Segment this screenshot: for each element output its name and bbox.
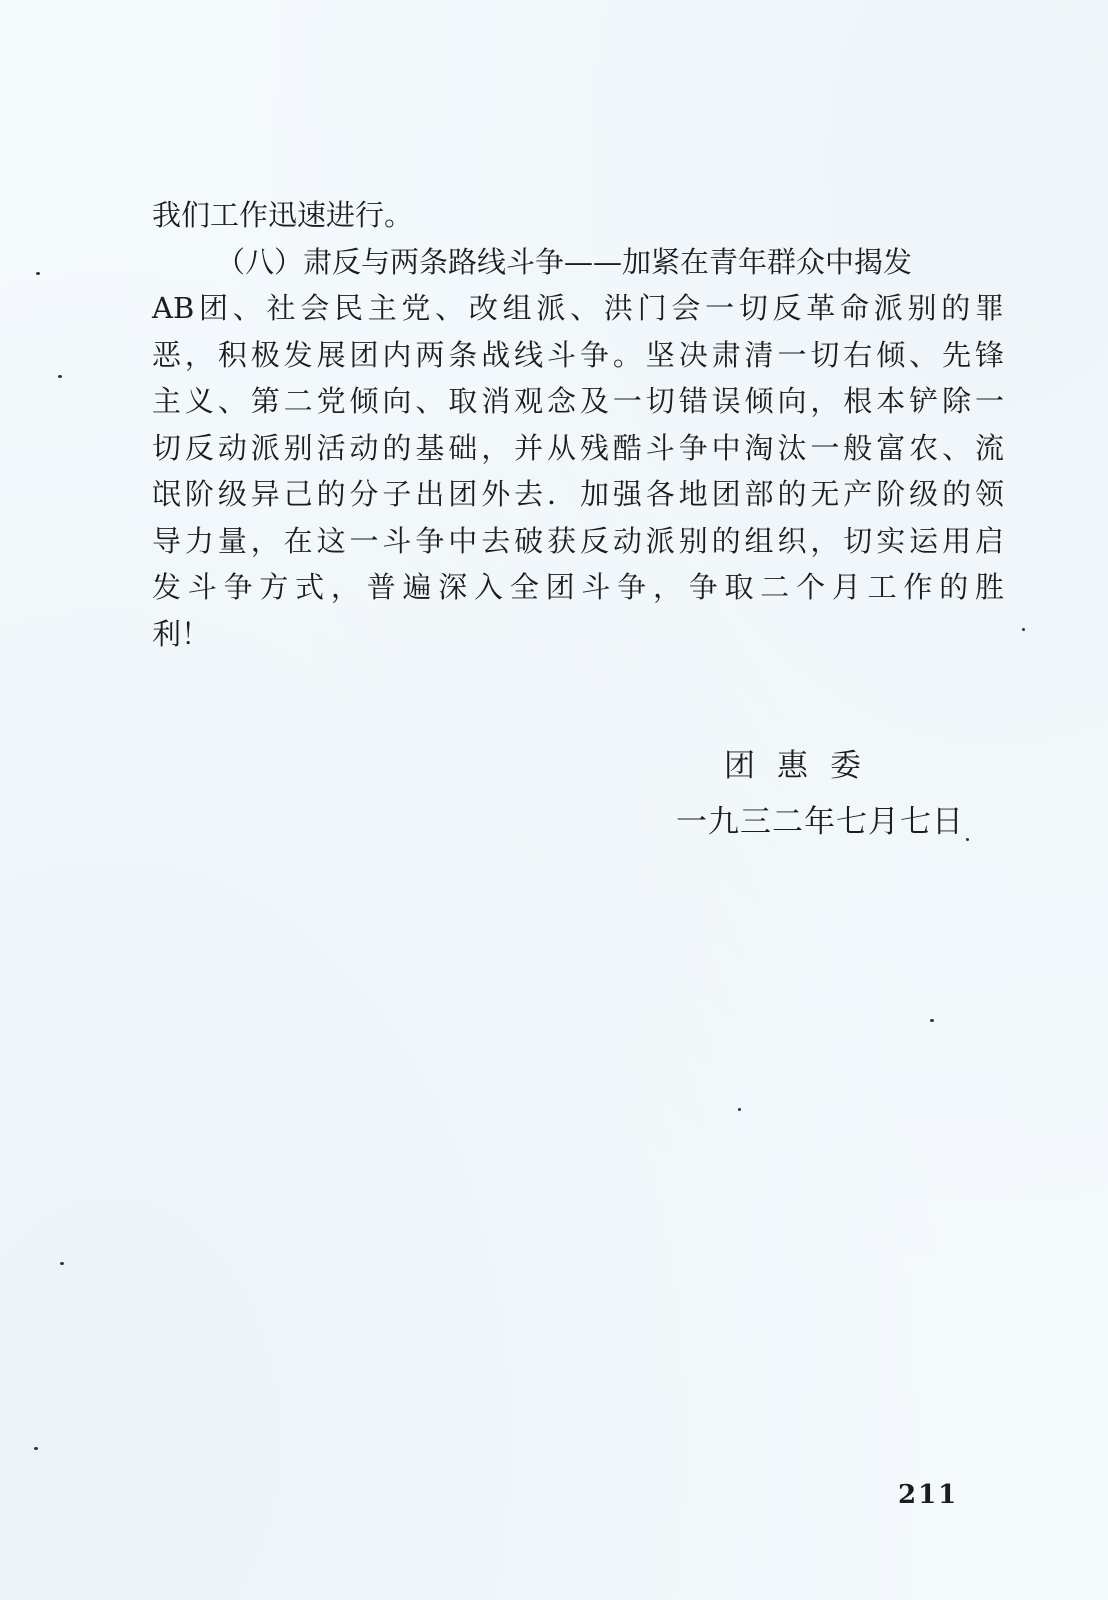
scan-speck <box>1022 628 1025 631</box>
scan-speck <box>738 1108 741 1111</box>
text-line: 利！ <box>152 616 211 651</box>
scan-speck <box>58 375 62 378</box>
text-line: 氓阶级异己的分子出团外去．加强各地团部的无产阶级的领 <box>152 477 1004 511</box>
text-line: 发斗争方式，普遍深入全团斗争，争取二个月工作的胜 <box>152 570 1004 604</box>
body-text <box>152 192 1004 657</box>
signature-block <box>676 738 976 850</box>
scan-speck <box>36 272 40 275</box>
signature-date: 一九三二年七月七日 <box>676 804 964 840</box>
page-number: 211 <box>898 1480 959 1510</box>
signature-organization: 团惠委 <box>724 748 883 784</box>
text-line: （八）肃反与两条路线斗争——加紧在青年群众中揭发 <box>216 244 913 279</box>
text-line: 导力量，在这一斗争中去破获反动派别的组织，切实运用启 <box>152 523 1004 558</box>
scan-speck <box>34 1447 38 1450</box>
scan-speck <box>60 1262 64 1265</box>
text-line: 切反动派别活动的基础，并从残酷斗争中淘汰一般富农、流 <box>152 430 1004 465</box>
text-line: 主义、第二党倾向、取消观念及一切错误倾向，根本铲除一 <box>152 384 1004 418</box>
text-line: 我们工作迅速进行。 <box>152 198 414 232</box>
text-line: 恶，积极发展团内两条战线斗争。坚决肃清一切右倾、先锋 <box>152 337 1004 372</box>
scan-speck <box>966 838 969 841</box>
scan-speck <box>930 1019 934 1022</box>
text-line: AB团、社会民主党、改组派、洪门会一切反革命派别的罪 <box>152 291 1004 325</box>
